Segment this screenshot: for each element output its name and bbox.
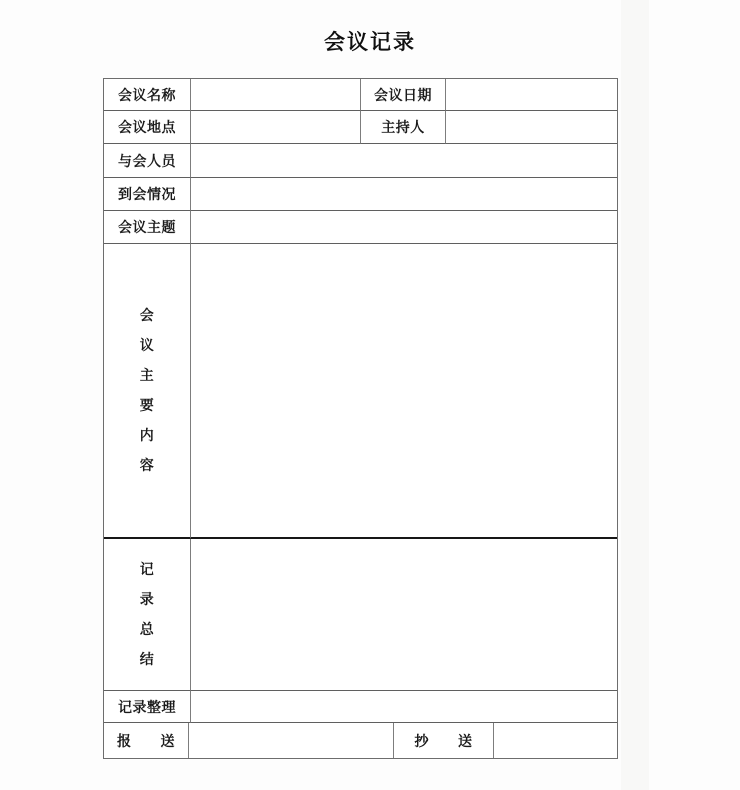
attendees-value-cell [191, 144, 617, 178]
topic-value-cell [191, 211, 617, 244]
meeting-date-label [361, 79, 446, 111]
topic-label-text: 会议主题 [118, 220, 176, 236]
meeting-name-label [104, 79, 191, 111]
summary-label-text: 记录总结 [139, 561, 155, 668]
row-topic [104, 211, 617, 244]
row-attendees [104, 144, 617, 178]
organizer-label-text: 记录整理 [118, 699, 176, 716]
page-title: 会议记录 [324, 30, 416, 54]
attendance-value-cell [191, 178, 617, 211]
submit-label-text: 报 送 [117, 733, 175, 750]
organizer-label [104, 691, 191, 723]
row-location-host [104, 111, 617, 144]
organizer-value-cell [191, 691, 617, 723]
meeting-date-value-cell [446, 79, 617, 111]
submit-value-cell [189, 723, 394, 758]
cc-label-text: 抄 送 [414, 733, 473, 750]
attendees-label-text: 与会人员 [118, 153, 176, 170]
main-content-value-cell [191, 244, 617, 539]
attendance-label [104, 178, 191, 211]
meeting-name-value-cell [191, 79, 361, 111]
topic-label [104, 211, 191, 244]
row-summary [104, 539, 617, 691]
row-submit-cc [104, 723, 617, 758]
location-label [104, 111, 191, 144]
meeting-date-label-text: 会议日期 [374, 87, 432, 104]
main-content-label [104, 244, 191, 539]
meeting-record-table [103, 78, 618, 759]
host-label [361, 111, 446, 144]
scan-artifact-band [621, 0, 649, 790]
main-content-label-text: 会议主要内容 [139, 307, 155, 474]
submit-label [104, 723, 189, 758]
summary-value-cell [191, 539, 617, 691]
host-value-cell [446, 111, 617, 144]
cc-label [394, 723, 494, 758]
meeting-name-label-text: 会议名称 [118, 87, 176, 104]
summary-label [104, 539, 191, 691]
attendance-label-text: 到会情况 [118, 187, 176, 203]
cc-value-cell [494, 723, 617, 758]
row-meeting-name-date [104, 79, 617, 111]
row-attendance [104, 178, 617, 211]
row-organizer [104, 691, 617, 723]
attendees-label [104, 144, 191, 178]
location-value-cell [191, 111, 361, 144]
row-main-content [104, 244, 617, 539]
host-label-text: 主持人 [381, 120, 425, 136]
location-label-text: 会议地点 [118, 120, 176, 136]
